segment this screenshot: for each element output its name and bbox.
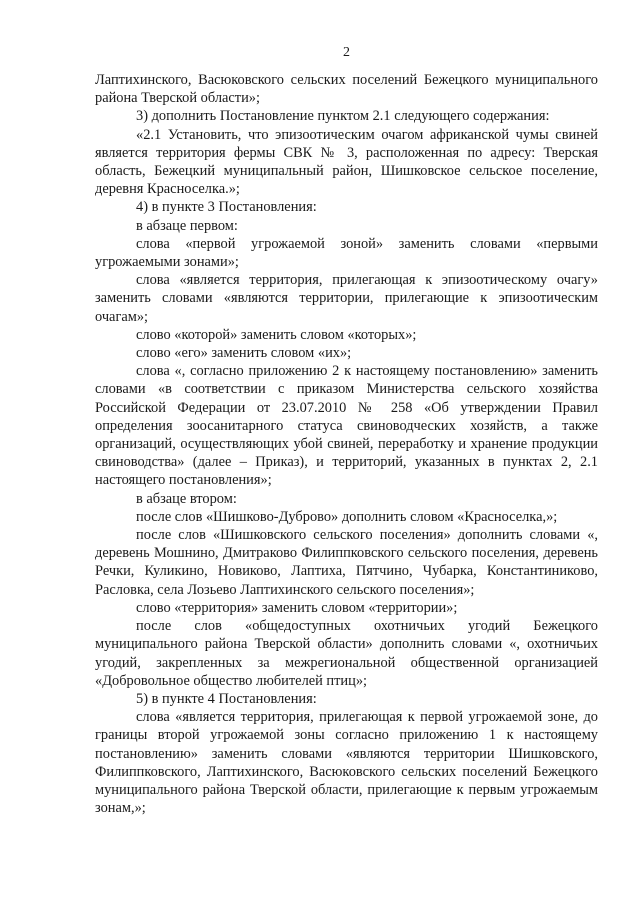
paragraph: слова «является территория, прилегающая к эпизоотическому очагу» заменить словами «являются территории, прилегающие к эпизоотическим очагам»; [95,272,598,325]
paragraph: 5) в пункте 4 Постановления: [136,690,317,707]
paragraph: в абзаце втором: [136,490,237,507]
paragraph: слова «первой угрожаемой зоной» заменить словами «первыми угрожаемыми зонами»; [95,235,598,271]
paragraph: слово «которой» заменить словом «которых»; [136,326,417,343]
paragraph: после слов «Шишковского сельского поселения» дополнить словами «, деревень Мошнино, Дмитраково Филиппковского сельского поселения, деревень Речки, Куликино, Новиково, Лаптиха, Пятчино, Чубарка, Константиниково, Расловка, села Лозьево Лаптихинского сельского поселения»; [95,527,598,598]
paragraph: Лаптихинского, Васюковского сельских поселений Бежецкого муниципального района Тверской области»; [95,72,598,107]
paragraph: «2.1 Установить, что эпизоотическим очагом африканской чумы свиней является территория фермы СВК № 3, расположенная по адресу: Тверская область, Бежецкий муниципальный район, Шишковское сельское поселение, деревня Красноселка.»; [95,126,598,198]
paragraph: 3) дополнить Постановление пунктом 2.1 следующего содержания: [136,108,550,125]
paragraph: в абзаце первом: [136,217,238,234]
paragraph: 4) в пункте 3 Постановления: [136,199,317,216]
paragraph: слово «его» заменить словом «их»; [136,345,352,362]
page-number: 2 [343,45,350,60]
paragraph: после слов «общедоступных охотничьих угодий Бежецкого муниципального района Тверской области» дополнить словами «, охотничьих угодий, закрепленных за межрегиональной общественной организацией «Добровольное общество любителей птиц»; [95,618,598,689]
paragraph: слова «является территория, прилегающая к первой угрожаемой зоне, до границы второй угрожаемой зоны согласно приложению 1 к настоящему постановлению» заменить словами «являются территории Шишковского, Филиппковского, Лаптихинского, Васюковского сельских поселений Бежецкого муниципального района Тверской области, прилегающие к первым угрожаемым зонам,»; [95,709,598,817]
paragraph: слова «, согласно приложению 2 к настоящему постановлению» заменить словами «в соответствии с приказом Министерства сельского хозяйства Российской Федерации от 23.07.2010 № 258 «Об утверждении Правил определения зоосанитарного статуса свиноводческих хозяйств, а также организаций, осуществляющих убой свиней, переработку и хранение продукции свиноводства» (далее – Приказ), и территорий, указанных в пунктах 2, 2.1 настоящего постановления»; [95,363,598,489]
paragraph: после слов «Шишково-Дуброво» дополнить словом «Красноселка,»; [136,508,558,525]
paragraph: слово «территория» заменить словом «территории»; [136,599,458,616]
document-body [95,71,598,817]
